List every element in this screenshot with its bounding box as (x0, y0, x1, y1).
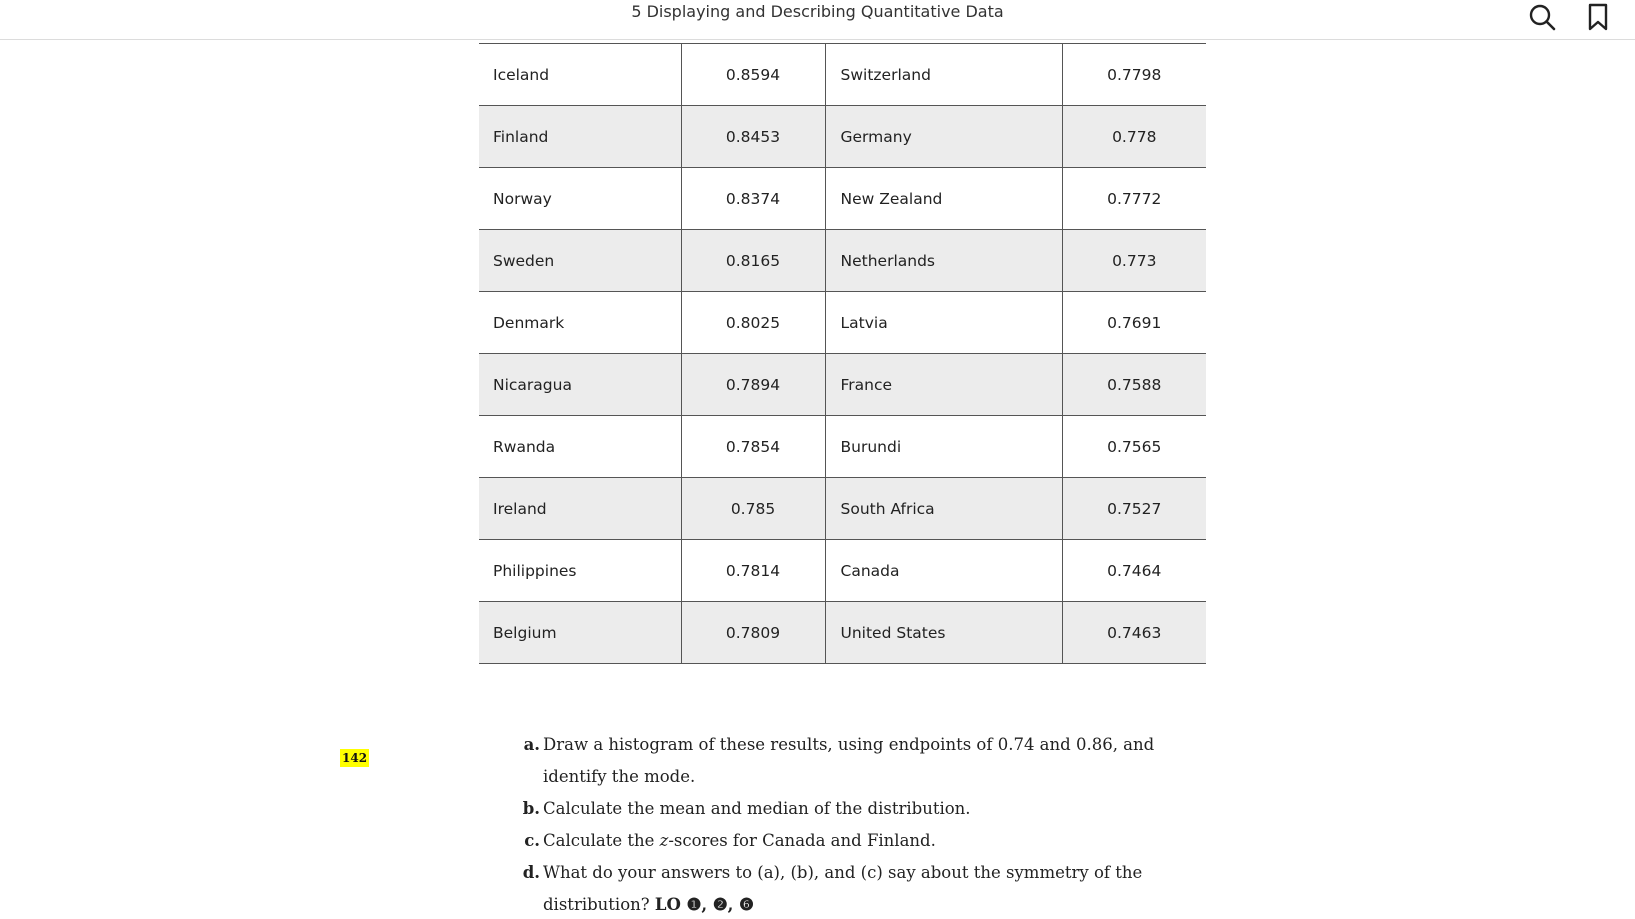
country-cell: Belgium (479, 602, 681, 664)
country-cell: Philippines (479, 540, 681, 602)
value-cell: 0.7772 (1062, 168, 1206, 230)
table-row (479, 230, 1206, 292)
value-cell: 0.7691 (1062, 292, 1206, 354)
value-cell: 0.8165 (681, 230, 825, 292)
table-row (479, 106, 1206, 168)
country-cell: Denmark (479, 292, 681, 354)
question-letter: a. (523, 735, 540, 754)
value-cell: 0.8453 (681, 106, 825, 168)
question-letter: b. (522, 799, 540, 818)
question-text-after: -scores for Canada and Finland. (668, 831, 936, 850)
country-cell: Rwanda (479, 416, 681, 478)
country-cell: Iceland (479, 44, 681, 106)
bookmark-icon (1587, 3, 1609, 31)
value-cell: 0.7463 (1062, 602, 1206, 664)
data-table-container (479, 43, 1206, 664)
value-cell: 0.7798 (1062, 44, 1206, 106)
value-cell: 0.8594 (681, 44, 825, 106)
table-row (479, 168, 1206, 230)
value-cell: 0.7814 (681, 540, 825, 602)
page-number-badge: 142 (342, 751, 368, 765)
value-cell: 0.773 (1062, 230, 1206, 292)
country-cell: Switzerland (825, 44, 1062, 106)
country-cell: Canada (825, 540, 1062, 602)
country-cell: South Africa (825, 478, 1062, 540)
value-cell: 0.785 (681, 478, 825, 540)
country-data-table (479, 43, 1206, 664)
value-cell: 0.8374 (681, 168, 825, 230)
question-text-before: Calculate the (543, 831, 660, 850)
table-row (479, 540, 1206, 602)
question-text: Draw a histogram of these results, using endpoints of 0.74 and 0.86, and identify the mode. (543, 735, 1155, 786)
search-button[interactable] (1527, 2, 1557, 32)
value-cell: 0.7809 (681, 602, 825, 664)
question-text: Calculate the mean and median of the distribution. (543, 799, 971, 818)
country-cell: Netherlands (825, 230, 1062, 292)
country-cell: France (825, 354, 1062, 416)
value-cell: 0.778 (1062, 106, 1206, 168)
country-cell: Ireland (479, 478, 681, 540)
value-cell: 0.7854 (681, 416, 825, 478)
table-row (479, 478, 1206, 540)
country-cell: Latvia (825, 292, 1062, 354)
question-text: What do your answers to (a), (b), and (c) say about the symmetry of the distribution? (543, 863, 1143, 914)
table-row (479, 44, 1206, 106)
chapter-title: 5 Displaying and Describing Quantitative Data (631, 2, 1004, 21)
question-c (510, 825, 1210, 857)
question-a (510, 729, 1210, 793)
country-cell: Finland (479, 106, 681, 168)
learning-objectives: LO ❶, ❷, ❻ (654, 895, 754, 914)
question-b (510, 793, 1210, 825)
value-cell: 0.7588 (1062, 354, 1206, 416)
country-cell: Norway (479, 168, 681, 230)
country-cell: Burundi (825, 416, 1062, 478)
table-row (479, 602, 1206, 664)
country-cell: United States (825, 602, 1062, 664)
value-cell: 0.7464 (1062, 540, 1206, 602)
table-row (479, 416, 1206, 478)
question-letter: c. (524, 831, 540, 850)
table-row (479, 354, 1206, 416)
question-list (510, 729, 1210, 919)
bookmark-button[interactable] (1583, 2, 1613, 32)
question-text-italic: z (659, 831, 669, 850)
question-letter: d. (522, 863, 540, 882)
country-cell: Germany (825, 106, 1062, 168)
top-bar (0, 0, 1635, 40)
table-row (479, 292, 1206, 354)
value-cell: 0.7894 (681, 354, 825, 416)
country-cell: Nicaragua (479, 354, 681, 416)
country-cell: New Zealand (825, 168, 1062, 230)
value-cell: 0.7527 (1062, 478, 1206, 540)
country-cell: Sweden (479, 230, 681, 292)
search-icon (1528, 3, 1556, 31)
value-cell: 0.8025 (681, 292, 825, 354)
value-cell: 0.7565 (1062, 416, 1206, 478)
question-d (510, 857, 1210, 919)
